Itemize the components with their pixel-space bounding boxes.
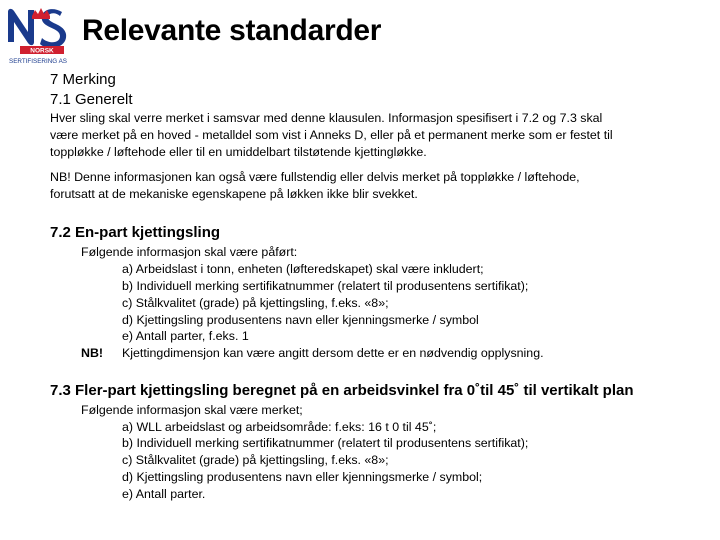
paragraph-line: toppløkke / løftehode eller til en umiddelbart tilstøtende kjettingløkke.	[50, 145, 427, 159]
norsk-sertifisering-logo-icon	[2, 2, 74, 66]
section-7-heading: 7 Merking	[50, 71, 116, 88]
list-item: c) Stålkvalitet (grade) på kjettingsling, f.eks. «8»;	[122, 453, 389, 467]
list-item: e) Antall parter, f.eks. 1	[122, 329, 249, 343]
list-item: e) Antall parter.	[122, 487, 206, 501]
note-text: Kjettingdimensjon kan være angitt dersom dette er en nødvendig opplysning.	[122, 346, 544, 360]
list-item: a) Arbeidslast i tonn, enheten (løfteredskapet) skal være inkludert;	[122, 262, 484, 276]
list-item: a) WLL arbeidslast og arbeidsområde: f.eks: 16 t 0 til 45˚;	[122, 420, 437, 434]
section-7-3-intro: Følgende informasjon skal være merket;	[81, 403, 303, 417]
section-7-1-heading: 7.1 Generelt	[50, 91, 133, 108]
list-item: b) Individuell merking sertifikatnummer (relatert til produsentens sertifikat);	[122, 279, 529, 293]
paragraph-line: være merket på en hoved - metalldel som vist i Anneks D, eller på et permanent merke som er festet til	[50, 128, 613, 142]
list-item: d) Kjettingsling produsentens navn eller kjenningsmerke / symbol;	[122, 470, 483, 484]
section-7-3-heading: 7.3 Fler-part kjettingsling beregnet på en arbeidsvinkel fra 0˚til 45˚ til vertikalt plan	[50, 382, 634, 399]
page-title: Relevante standarder	[82, 14, 382, 47]
paragraph-line: Hver sling skal verre merket i samsvar med denne klausulen. Informasjon spesifisert i 7.2 og 7.3 skal	[50, 111, 603, 125]
list-item: b) Individuell merking sertifikatnummer (relatert til produsentens sertifikat);	[122, 436, 529, 450]
logo-line2: SERTIFISERING AS	[9, 58, 67, 65]
paragraph-line: NB! Denne informasjonen kan også være fullstendig eller delvis merket på toppløkke / løftehode,	[50, 170, 580, 184]
section-7-2-heading: 7.2 En-part kjettingsling	[50, 224, 221, 241]
paragraph-line: forutsatt at de mekaniske egenskapene på løkken ikke blir svekket.	[50, 187, 418, 201]
section-7-2-intro: Følgende informasjon skal være påført:	[81, 245, 298, 259]
note-label: NB!	[81, 346, 104, 360]
list-item: d) Kjettingsling produsentens navn eller kjenningsmerke / symbol	[122, 313, 479, 327]
section-7-1-paragraph-1	[50, 110, 690, 161]
logo-line1: NORSK	[30, 47, 54, 55]
section-7-1-paragraph-2	[50, 169, 690, 203]
list-item: c) Stålkvalitet (grade) på kjettingsling, f.eks. «8»;	[122, 296, 389, 310]
